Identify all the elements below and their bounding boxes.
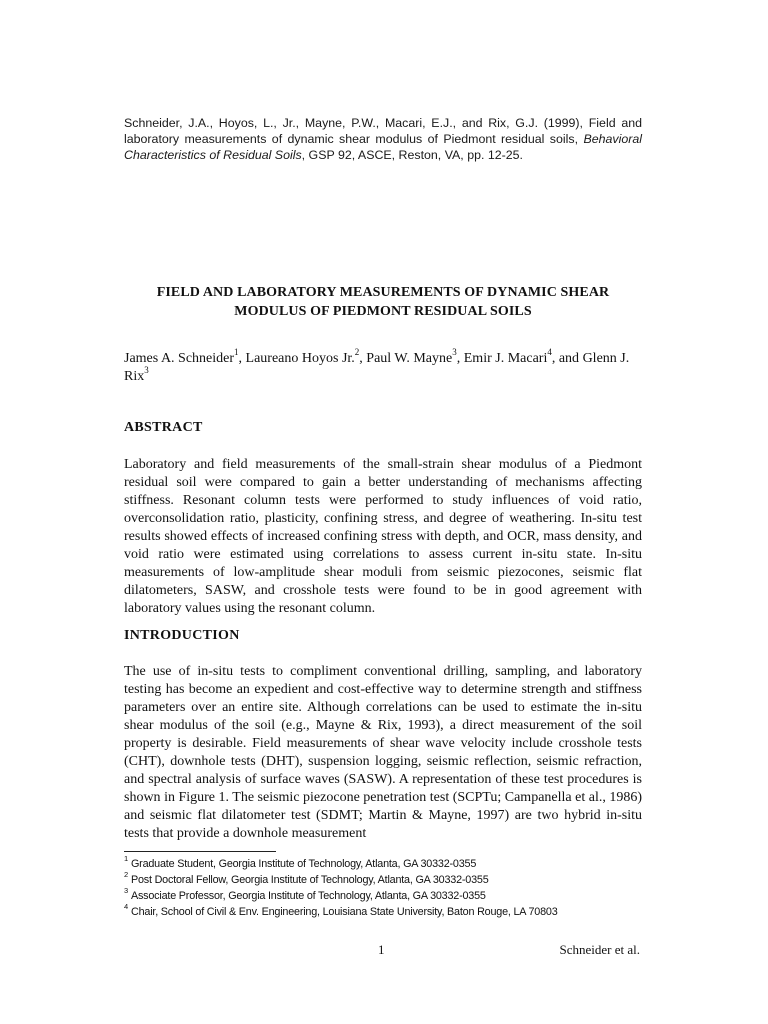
footnotes <box>124 856 684 920</box>
author-5-affiliation: 3 <box>144 365 149 376</box>
footnote-1: $^1$ Graduate Student, Georgia Institute of Technology, Atlanta, GA 30332-0355 <box>124 854 477 870</box>
paper-title <box>124 283 642 321</box>
citation-end: , GSP 92, ASCE, Reston, VA, pp. 12-25. <box>301 148 523 162</box>
author-list <box>124 347 642 386</box>
author-2: Laureano Hoyos Jr.$^2$, <box>245 347 367 366</box>
introduction-paragraph: The use of in-situ tests to compliment conventional drilling, sampling, and laboratory testing has become an expedient and cost-effective way to determine strength and stiffness parameters over an entire site. Although correlations can be used to estimate the in-situ shear modulus of the soil (e.g., Mayne & Rix, 1993), a direct measurement of the soil property is desirable. Field measurements of shear wave velocity include crosshole tests (CHT), downhole tests (DHT), suspension logging, seismic reflection, seismic refraction, and spectral analysis of surface waves (SASW). A representation of these test procedures is shown in Figure 1. The seismic piezocone penetration test (SCPTu; Campanella et al., 1986) and seismic flat dilatometer test (SDMT; Martin & Mayne, 1997) are two hybrid in-situ tests that provide a downhole measurement <box>124 664 642 841</box>
author-1: James A. Schneider$^1$, <box>124 347 246 366</box>
footnote-2: $^2$ Post Doctoral Fellow, Georgia Institute of Technology, Atlanta, GA 30332-0355 <box>124 870 489 886</box>
author-3-affiliation: 3 <box>452 347 457 358</box>
author-1-affiliation: 1 <box>234 347 239 358</box>
citation-book-title: Behavioral Characteristics of Residual Soils <box>124 132 642 162</box>
author-4: Emir J. Macari$^4$, and <box>463 347 583 366</box>
running-head: Schneider et al. <box>559 942 640 957</box>
citation-text: Schneider, J.A., Hoyos, L., Jr., Mayne, P.W., Macari, E.J., and Rix, G.J. (1999), Field and laboratory measurements of dynamic shear modulus of Piedmont residual soils, <box>124 116 642 146</box>
abstract-paragraph: Laboratory and field measurements of the small-strain shear modulus of a Piedmont residual soil were compared to gain a better understanding of mechanisms affecting stiffness. Resonant column tests were performed to study influences of void ratio, overconsolidation ratio, plasticity, confining stress, and degree of weathering. In-situ test results showed effects of increased confining stress with depth, and OCR, mass density, and void ratio were estimated using correlations to assess current in-situ state. In-situ measurements of low-amplitude shear moduli from seismic piezocones, seismic flat dilatometers, SASW, and crosshole tests were found to be in good agreement with laboratory values using the resonant column. <box>124 457 642 616</box>
author-5: Glenn J. Rix$^3$ <box>124 351 630 384</box>
footnote-3: $^3$ Associate Professor, Georgia Institute of Technology, Atlanta, GA 30332-0355 <box>124 886 486 902</box>
footnote-4: $^4$ Chair, School of Civil & Env. Engineering, Louisiana State University, Baton Rouge, LA 70803 <box>124 902 558 918</box>
page-number: 1 <box>378 942 385 957</box>
author-3: Paul W. Mayne$^3$, <box>366 347 464 366</box>
author-4-affiliation: 4 <box>547 347 552 358</box>
title-line-2: MODULUS OF PIEDMONT RESIDUAL SOILS <box>234 304 532 319</box>
author-2-affiliation: 2 <box>354 347 360 358</box>
introduction-heading: INTRODUCTION <box>124 628 240 643</box>
title-line-1: FIELD AND LABORATORY MEASUREMENTS OF DYNAMIC SHEAR <box>156 285 610 300</box>
footnote-divider <box>124 851 276 852</box>
citation-block <box>124 115 642 163</box>
abstract-heading: ABSTRACT <box>124 420 203 435</box>
